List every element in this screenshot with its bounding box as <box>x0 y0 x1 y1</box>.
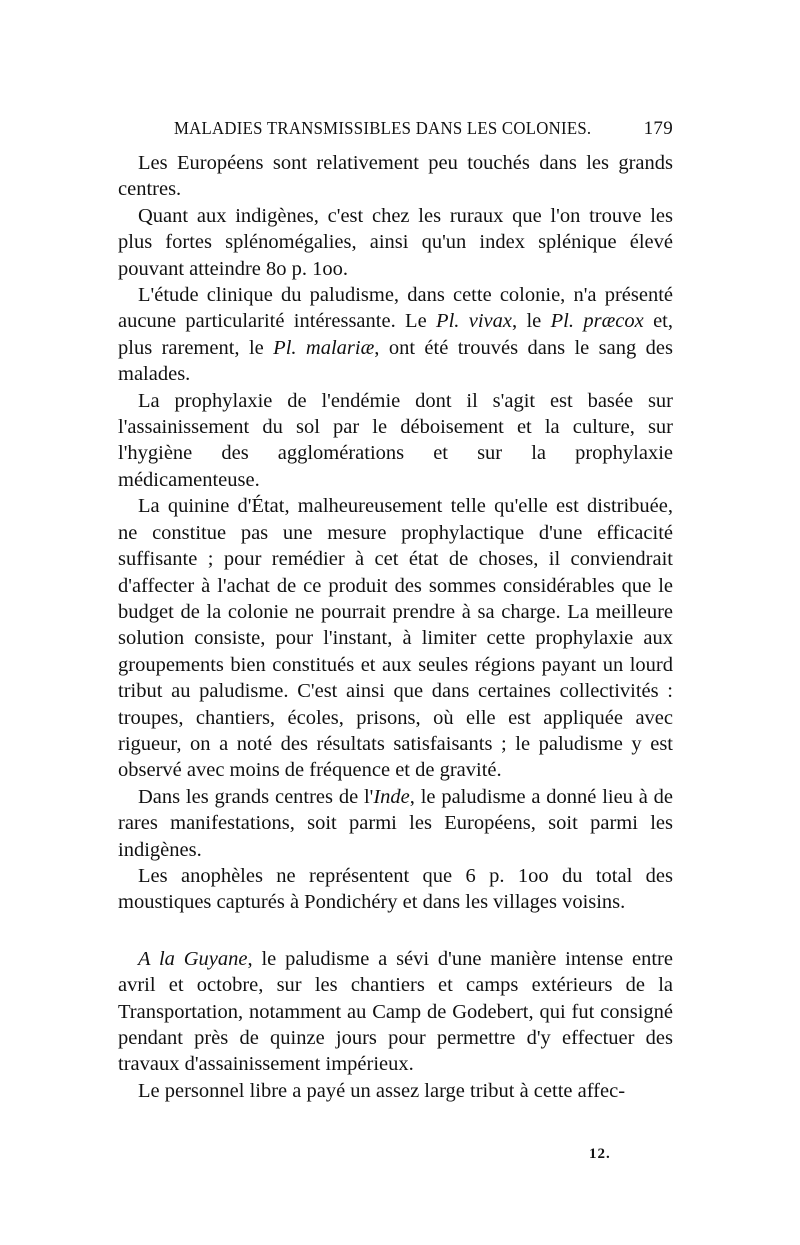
paragraph-6-text-a: Dans les grands centres de l' <box>138 785 374 808</box>
species-malariae: Pl. malariæ <box>273 336 375 359</box>
paragraph-1 <box>118 150 673 203</box>
paragraph-7 <box>118 863 673 916</box>
place-guyane: A la Guyane <box>138 947 248 970</box>
paragraph-8-guyane <box>118 946 673 1078</box>
paragraph-3 <box>118 282 673 388</box>
running-head <box>118 118 673 144</box>
paragraph-3-text-b: , le <box>512 310 551 333</box>
paragraph-7-text: Les anophèles ne représentent que 6 p. 1oo du total des moustiques capturés à Pondichéry et dans les villages voisins. <box>118 864 673 914</box>
running-title: MALADIES TRANSMISSIBLES DANS LES COLONIES. <box>174 118 592 138</box>
species-vivax: Pl. vivax <box>436 310 512 333</box>
book-page <box>118 118 673 1104</box>
paragraph-9-text: Le personnel libre a payé un assez large tribut à cette affec- <box>138 1079 626 1102</box>
paragraph-1-text: Les Européens sont relativement peu touchés dans les grands centres. <box>118 152 673 201</box>
signature-mark: 12. <box>589 1146 611 1162</box>
paragraph-6 <box>118 784 673 863</box>
paragraph-9 <box>118 1078 673 1104</box>
paragraph-6-text-b: , le paludisme a donné lieu à de rares manifestations, soit parmi les Européens, soit parmi les indigènes. <box>118 785 673 861</box>
paragraph-2-text: Quant aux indigènes, c'est chez les ruraux que l'on trouve les plus fortes splénomégalies, ainsi qu'un index splénique élevé pouvant atteindre 8o p. 1oo. <box>118 204 673 280</box>
paragraph-3-text-c: et, plus rarement, le <box>118 310 674 359</box>
species-praecox: Pl. præcox <box>550 310 644 333</box>
paragraph-2 <box>118 203 673 282</box>
paragraph-3-text-d: , ont été trouvés dans le sang des malades. <box>118 336 673 386</box>
paragraph-5 <box>118 493 673 783</box>
page-number: 179 <box>643 118 673 139</box>
body-text <box>118 150 673 1104</box>
paragraph-4 <box>118 388 673 494</box>
paragraph-8-text: , le paludisme a sévi d'une manière intense entre avril et octobre, sur les chantiers et camps extérieurs de la Transportation, notamment au Camp de Godebert, qui fut consigné pendant près de quinze jours pour permettre d'y effectuer des travaux d'assainissement impérieux. <box>118 947 673 1076</box>
paragraph-5-text: La quinine d'État, malheureusement telle qu'elle est distribuée, ne constitue pas une mesure prophylactique d'une efficacité suffisante ; pour remédier à cet état de choses, il conviendrait d'affecter à l'achat de ce produit des sommes considérables que le budget de la colonie ne pourrait prendre à sa charge. La meilleure solution consiste, pour l'instant, à limiter cette prophylaxie aux groupements bien constitués et aux seules régions payant un lourd tribut au paludisme. C'est ainsi que dans certaines collectivités : troupes, chantiers, écoles, prisons, où elle est appliquée avec rigueur, on a noté des résultats satisfaisants ; le paludisme y est observé avec moins de fréquence et de gravité. <box>118 495 673 782</box>
paragraph-3-text-a: L'étude clinique du paludisme, dans cette colonie, n'a présenté aucune particularité intéressante. Le <box>118 284 673 333</box>
place-inde: Inde <box>373 785 410 808</box>
paragraph-4-text: La prophylaxie de l'endémie dont il s'agit est basée sur l'assainissement du sol par le déboisement et la culture, sur l'hygiène des agglomérations et sur la prophylaxie médicamenteuse. <box>118 389 673 491</box>
